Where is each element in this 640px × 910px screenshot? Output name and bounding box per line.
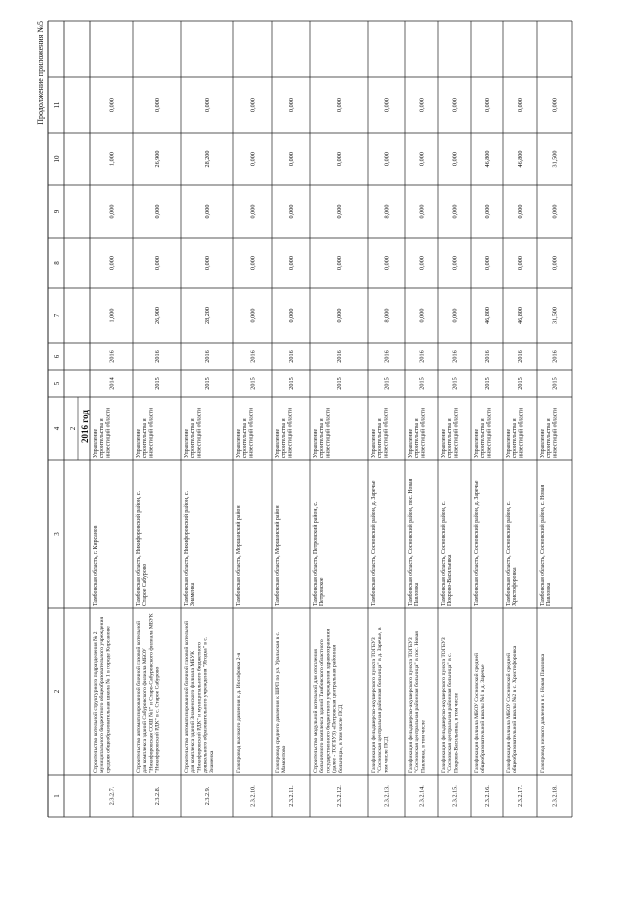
- object-name: Строительство модульной котельной для отопления: [313, 649, 319, 773]
- executor: Управление: [275, 428, 281, 458]
- column-number: 6: [53, 354, 61, 359]
- column-number: 11: [53, 101, 61, 109]
- executor: инвестиций области: [552, 408, 559, 458]
- object-name: больница», в том числе ПСД: [337, 704, 344, 773]
- row-number: 2.3.2.16.: [484, 785, 491, 807]
- row-number: 2.3.2.12.: [336, 785, 343, 807]
- object-name: том числе ПСД: [383, 736, 390, 773]
- object-name: "Сосновская центральная районная больница" в пос. Новая: [414, 631, 421, 773]
- executor: строительства и: [480, 418, 487, 458]
- cell-value: 0,000: [108, 204, 116, 219]
- cell-value: 2016: [249, 350, 257, 363]
- object-name: Газификация фельдшерско-акушерского пункта ТОГБУЗ: [408, 637, 414, 773]
- object-name: "Сосновская центральная районная больница" в с.: [447, 653, 454, 773]
- object-name: "Никифоровская СОШ №1" и Старо-Сабуровского филиала МБУК: [148, 613, 155, 773]
- executor: Управление: [136, 428, 142, 458]
- cell-value: 0,000: [418, 308, 426, 323]
- group-number: 2: [69, 426, 77, 431]
- row-number: 2.3.2.10.: [249, 785, 257, 807]
- cell-value: 2015: [288, 377, 295, 390]
- executor: Управление: [236, 428, 242, 458]
- executor: Управление: [93, 428, 99, 458]
- executor: инвестиций области: [325, 408, 332, 458]
- executor: строительства и: [377, 418, 384, 458]
- object-name: Строительство автоматизированной блочной газовой котельной: [136, 621, 142, 773]
- cell-value: 46,800: [517, 150, 524, 168]
- row-number: 2.3.2.8.: [154, 786, 161, 806]
- cell-value: 2016: [418, 350, 426, 363]
- executor: строительства и: [512, 418, 519, 458]
- cell-value: 0,000: [288, 204, 295, 219]
- object-location: Тамбовская область, Сосновский район, д. Заречье: [371, 480, 377, 606]
- cell-value: 0,000: [336, 98, 343, 112]
- row-number: 2.3.2.13.: [383, 785, 391, 807]
- object-name: Газификация фельдшерско-акушерского пункта ТОГБУЗ: [441, 637, 447, 773]
- object-name: Газификация филиала МБОУ Сосновской средней: [506, 653, 512, 773]
- executor: Управление: [506, 428, 512, 458]
- cell-value: 0,000: [418, 98, 426, 112]
- cell-value: 2016: [288, 350, 295, 363]
- cell-value: 0,000: [154, 256, 161, 270]
- cell-value: 0,000: [288, 308, 295, 323]
- cell-value: 0,000: [517, 204, 524, 219]
- cell-value: 0,000: [418, 152, 426, 166]
- year-label: 2016 год: [80, 410, 90, 443]
- cell-value: 0,000: [451, 204, 459, 219]
- cell-value: 26,900: [154, 150, 161, 168]
- executor: строительства и: [142, 418, 149, 458]
- cell-value: 8,000: [383, 308, 391, 323]
- object-location: Старое Сабурово: [142, 563, 149, 606]
- executor: инвестиций области: [420, 408, 427, 458]
- cell-value: 0,000: [517, 256, 524, 270]
- cell-value: 0,000: [249, 308, 257, 323]
- cell-value: 0,000: [249, 204, 257, 219]
- executor: Управление: [540, 428, 546, 458]
- executor: инвестиций области: [453, 408, 460, 458]
- column-number: 7: [53, 313, 61, 318]
- cell-value: 0,000: [336, 152, 343, 166]
- executor: Управление: [184, 428, 190, 458]
- cell-value: 2016: [204, 350, 211, 363]
- object-location: Павловка: [414, 582, 421, 606]
- object-name: общеобразовательной школы №1 в д. Заречье: [480, 664, 487, 773]
- executor: Управление: [371, 428, 377, 458]
- cell-value: 2015: [551, 377, 559, 390]
- cell-value: 0,000: [418, 204, 426, 219]
- cell-value: 0,000: [108, 98, 116, 112]
- cell-value: 0,000: [288, 98, 295, 112]
- cell-value: 0,000: [418, 256, 426, 270]
- cell-value: 0,000: [204, 98, 211, 112]
- cell-value: 0,000: [154, 204, 161, 219]
- cell-value: 2016: [451, 350, 459, 363]
- cell-value: 0,000: [249, 256, 257, 270]
- executor: инвестиций области: [486, 408, 493, 458]
- cell-value: 28,200: [204, 306, 211, 325]
- cell-value: 0,000: [517, 98, 524, 112]
- cell-value: 0,000: [383, 256, 391, 270]
- cell-value: 0,000: [336, 308, 343, 323]
- cell-value: 0,000: [204, 256, 211, 270]
- object-name: больничного комплекса зданий Тамбовского областного: [319, 639, 326, 773]
- executor: инвестиций области: [287, 408, 294, 458]
- cell-value: 2015: [418, 377, 426, 390]
- column-number: 4: [53, 426, 61, 431]
- object-location: Знаменка: [190, 582, 197, 606]
- column-number: 10: [53, 155, 61, 163]
- row-number: 2.3.2.14.: [418, 785, 426, 807]
- object-name: Газопровод высокого давления к д. Иосифовка 2-я: [236, 652, 242, 773]
- cell-value: 2016: [484, 350, 491, 363]
- object-location: Тамбовская область, г. Кирсанов: [93, 525, 99, 606]
- executor: строительства и: [99, 418, 106, 458]
- object-location: Тамбовская область, Никифоровский район, с.: [184, 491, 190, 606]
- cell-value: 0,000: [551, 98, 559, 112]
- object-location: Покрово-Васильевка: [447, 554, 454, 606]
- executor: инвестиций области: [248, 408, 255, 458]
- cell-value: 2014: [108, 377, 116, 390]
- object-location: Тамбовская область, Сосновский район, д. Заречье: [474, 480, 480, 606]
- cell-value: 0,000: [336, 256, 343, 270]
- cell-value: 2015: [249, 377, 257, 390]
- cell-value: 2015: [383, 377, 391, 390]
- object-location: Тамбовская область, Моршанский район: [236, 505, 242, 606]
- cell-value: 2015: [451, 377, 459, 390]
- object-location: Тамбовская область, Сосновский район, пос. Новая: [408, 478, 414, 606]
- row-number: 2.3.2.9.: [204, 786, 211, 806]
- cell-value: 2015: [204, 377, 211, 390]
- cell-value: 0,000: [451, 256, 459, 270]
- object-name: Мамонтово: [281, 745, 288, 773]
- executor: строительства и: [242, 418, 249, 458]
- executor: Управление: [313, 428, 319, 458]
- object-name: дошкольного образовательного учреждения "Ягодка" в с.: [202, 636, 209, 773]
- cell-value: 0,000: [383, 98, 391, 112]
- object-name: Строительство автоматизированной блочной газовой котельной: [184, 621, 190, 773]
- object-name: (далее - ТОГБУЗ) «Петровская центральная районная: [331, 644, 338, 773]
- cell-value: 2015: [154, 377, 161, 390]
- object-name: для комплекса зданий Сабуровского филиала МБОУ: [142, 648, 149, 773]
- object-name: "Никифоровский РДК" в с. Старое Сабурово: [154, 666, 161, 773]
- cell-value: 2016: [154, 350, 161, 363]
- cell-value: 0,000: [108, 256, 116, 270]
- cell-value: 1,000: [108, 152, 116, 166]
- cell-value: 8,000: [383, 204, 391, 219]
- cell-value: 2015: [336, 377, 343, 390]
- object-name: Газопровод низкого давления в с. Новая Павловка: [540, 653, 546, 773]
- cell-value: 0,000: [451, 152, 459, 166]
- object-name: Покрово-Васильевка, в том числе: [453, 692, 460, 773]
- cell-value: 46,800: [517, 306, 524, 325]
- row-number: 2.3.2.18.: [551, 785, 559, 807]
- executor: инвестиций области: [383, 408, 390, 458]
- object-name: Знаменка: [208, 750, 215, 773]
- cell-value: 0,000: [249, 98, 257, 112]
- object-location: Тамбовская область, Петровский район, с.: [313, 501, 319, 606]
- executor: инвестиций области: [148, 408, 155, 458]
- column-number: 8: [53, 261, 61, 265]
- object-name: Газификация филиала МБОУ Сосновской средней: [474, 653, 480, 773]
- cell-value: 0,000: [551, 256, 559, 270]
- cell-value: 1,000: [108, 308, 116, 323]
- executor: строительства и: [447, 418, 454, 458]
- object-location: Христофоровка: [512, 567, 519, 606]
- object-name: для комплекса зданий Знаменского филиала МБУК: [190, 650, 197, 773]
- cell-value: 2016: [383, 350, 391, 363]
- object-name: средняя общеобразовательная школа № 1 в городе Кирсанове: [105, 626, 112, 773]
- object-name: Газификация фельдшерско-акушерского пункта ТОГБУЗ: [371, 637, 377, 773]
- cell-value: 2015: [517, 377, 524, 390]
- executor: строительства и: [319, 418, 326, 458]
- cell-value: 2016: [336, 350, 343, 363]
- object-name: Строительство котельной структурного подразделения № 2: [93, 631, 99, 773]
- cell-value: 2016: [551, 350, 559, 363]
- column-number: 1: [53, 794, 61, 798]
- cell-value: 0,000: [204, 204, 211, 219]
- cell-value: 28,200: [204, 150, 211, 168]
- executor: Управление: [408, 428, 414, 458]
- executor: строительства и: [414, 418, 421, 458]
- appendix-caption: Продолжение приложения №5: [36, 21, 45, 125]
- cell-value: 31,500: [551, 150, 559, 168]
- object-name: Газопровод среднего давления к ШРП по ул. Уральская в с.: [275, 631, 281, 773]
- cell-value: 46,800: [484, 150, 491, 168]
- cell-value: 0,000: [383, 152, 391, 166]
- object-location: Тамбовская область, Сосновский район, с. Новая: [540, 484, 546, 606]
- cell-value: 2015: [484, 377, 491, 390]
- cell-value: 46,800: [484, 306, 491, 325]
- object-location: Тамбовская область, Сосновский район, с.: [506, 501, 512, 606]
- cell-value: 0,000: [288, 256, 295, 270]
- column-number: 3: [53, 532, 61, 536]
- executor: инвестиций области: [196, 408, 203, 458]
- object-location: Тамбовская область, Сосновский район, с.: [441, 501, 447, 606]
- cell-value: 0,000: [249, 152, 257, 166]
- column-number: 9: [53, 209, 61, 214]
- row-number: 2.3.2.11.: [288, 785, 295, 807]
- cell-value: 0,000: [551, 204, 559, 219]
- cell-value: 0,000: [451, 308, 459, 323]
- object-name: муниципального бюджетного общеобразовательного учреждения: [99, 616, 106, 773]
- cell-value: 31,500: [551, 306, 559, 325]
- object-name: Павловка, в том числе: [420, 720, 427, 773]
- object-location: Тамбовская область, Никифоровский район, с.: [136, 491, 142, 606]
- row-number: 2.3.2.17.: [517, 785, 524, 807]
- cell-value: 0,000: [336, 204, 343, 219]
- cell-value: 0,000: [484, 204, 491, 219]
- object-location: Павловка: [546, 582, 553, 606]
- executor: Управление: [441, 428, 447, 458]
- cell-value: 26,900: [154, 306, 161, 325]
- object-location: Петровское: [319, 577, 326, 606]
- executor: строительства и: [546, 418, 553, 458]
- object-name: "Никифоровский РДК" и муниципального бюджетного: [196, 642, 203, 773]
- column-number: 2: [53, 689, 61, 694]
- cell-value: 2016: [517, 350, 524, 363]
- row-number: 2.3.2.15.: [451, 785, 459, 807]
- object-name: общеобразовательной школы №2 в с. Христофоровка: [512, 645, 519, 773]
- executor: инвестиций области: [518, 408, 525, 458]
- executor: инвестиций области: [105, 408, 112, 458]
- cell-value: 0,000: [451, 98, 459, 112]
- object-name: "Сосновская центральная районная больница" в д. Заречье, в: [377, 627, 384, 773]
- executor: Управление: [474, 428, 480, 458]
- object-name: государственного бюджетного учреждения здравоохранения: [325, 628, 332, 773]
- cell-value: 0,000: [484, 256, 491, 270]
- object-location: Тамбовская область, Моршанский район: [275, 505, 281, 606]
- row-number: 2.3.2.7.: [108, 786, 116, 806]
- cell-value: 2016: [108, 350, 116, 363]
- executor: строительства и: [281, 418, 288, 458]
- column-number: 5: [53, 381, 61, 386]
- cell-value: 0,000: [288, 152, 295, 166]
- executor: строительства и: [190, 418, 197, 458]
- cell-value: 0,000: [154, 98, 161, 112]
- cell-value: 0,000: [484, 98, 491, 112]
